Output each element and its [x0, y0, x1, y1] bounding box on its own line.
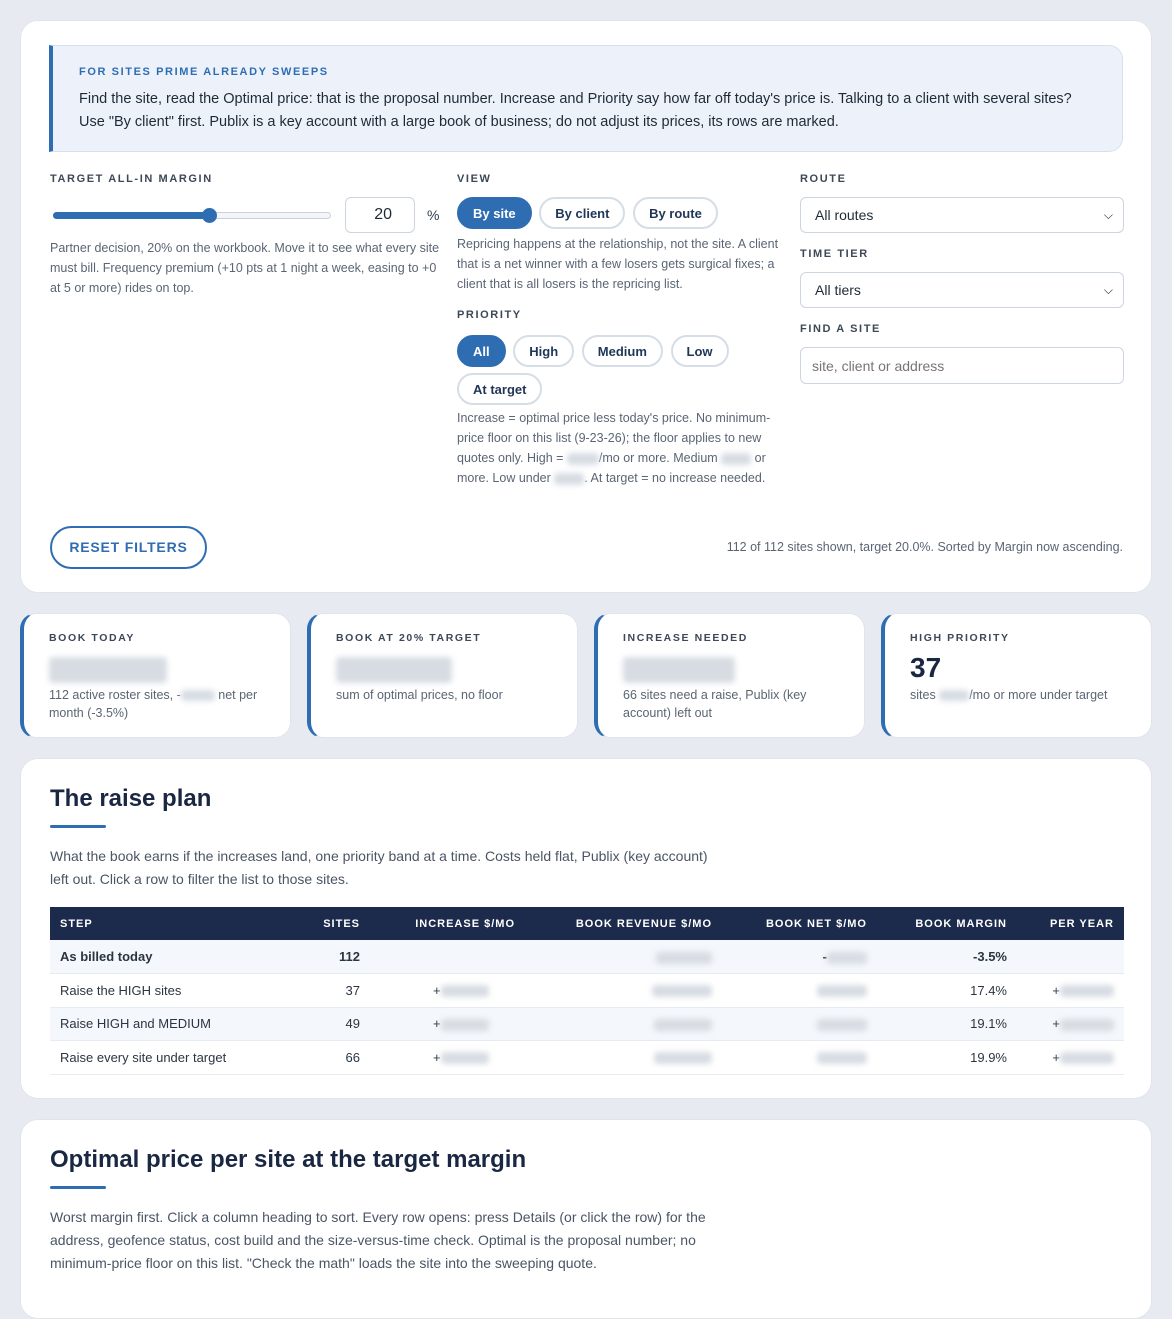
margin-label: TARGET ALL-IN MARGIN [50, 173, 213, 185]
redacted-value [827, 952, 867, 964]
redacted-value [441, 985, 489, 997]
route-label: ROUTE [800, 173, 847, 185]
table-row[interactable]: Raise the HIGH sites 37 + 17.4% + [50, 974, 1124, 1008]
view-help: Repricing happens at the relationship, not the site. A client that is a net winner with a few losers gets surgical fixes; a client that is all losers is the repricing list. [457, 237, 779, 291]
redacted-value [1060, 985, 1114, 997]
table-header-row [50, 907, 1124, 940]
priority-at-target-button[interactable]: At target [457, 373, 542, 405]
redacted-value [1060, 1052, 1114, 1064]
view-by-site-button[interactable]: By site [457, 197, 532, 229]
margin-input[interactable]: 20 [345, 197, 415, 233]
margin-cell: 17.4% [877, 974, 1017, 1008]
redacted-value [441, 1019, 489, 1031]
stat-high-priority: HIGH PRIORITY 37 sites /mo or more under target [881, 613, 1152, 738]
margin-cell: 19.9% [877, 1041, 1017, 1075]
step-cell: Raise HIGH and MEDIUM [50, 1007, 280, 1041]
step-cell: Raise the HIGH sites [50, 974, 280, 1008]
table-row[interactable]: Raise every site under target 66 + 19.9% + [50, 1041, 1124, 1075]
col-book-margin[interactable]: BOOK MARGIN [877, 907, 1017, 940]
notice-eyebrow: FOR SITES PRIME ALREADY SWEEPS [79, 66, 329, 78]
margin-cell: 19.1% [877, 1007, 1017, 1041]
raise-plan-card [20, 758, 1152, 1099]
margin-help: Partner decision, 20% on the workbook. Move it to see what every site must bill. Frequency premium (+10 pts at 1 night a week, easing to +0 at 5 or more) rides on top. [50, 241, 440, 295]
filter-card [20, 20, 1152, 593]
margin-slider[interactable] [53, 207, 331, 223]
table-row[interactable]: As billed today 112 - -3.5% [50, 940, 1124, 974]
slider-fill [53, 212, 209, 219]
results-summary: 112 of 112 sites shown, target 20.0%. Sorted by Margin now ascending. [726, 540, 1123, 554]
col-book-revenue[interactable]: BOOK REVENUE $/MO [525, 907, 722, 940]
notice-text: Find the site, read the Optimal price: that is the proposal number. Increase and Priority say how far off today's price is. Talking to a client with several sites? Use "By client" first. Publix is a key account with a large book of business; do not adjust its prices, its rows are marked. [79, 91, 1072, 130]
stat-book-today: BOOK TODAY 112 active roster sites, - net per month (-3.5%) [20, 613, 291, 738]
redacted-value [656, 952, 712, 964]
priority-pills [457, 333, 787, 409]
redacted-value [49, 657, 167, 683]
priority-medium-button[interactable]: Medium [582, 335, 663, 367]
col-step[interactable]: STEP [50, 907, 280, 940]
raise-plan-title: The raise plan [50, 785, 212, 812]
raise-plan-description: What the book earns if the increases land, one priority band at a time. Costs held flat, Publix (key account) left out. Click a row to filter the list to those sites. [50, 848, 708, 887]
stat-book-at-target: BOOK AT 20% TARGET sum of optimal prices, no floor [307, 613, 578, 738]
priority-low-button[interactable]: Low [671, 335, 729, 367]
step-cell: Raise every site under target [50, 1041, 280, 1075]
notice-box [49, 45, 1123, 152]
chevron-down-icon: ⌵ [1103, 208, 1113, 222]
margin-unit: % [427, 207, 440, 223]
redacted-value [654, 1052, 712, 1064]
col-book-net[interactable]: BOOK NET $/MO [722, 907, 877, 940]
col-increase[interactable]: INCREASE $/MO [370, 907, 525, 940]
title-underline [50, 825, 106, 828]
col-per-year[interactable]: PER YEAR [1017, 907, 1124, 940]
route-select[interactable]: All routes ⌵ [800, 197, 1124, 233]
redacted-value [336, 657, 452, 683]
redacted-value [939, 690, 969, 701]
time-tier-label: TIME TIER [800, 248, 869, 260]
margin-cell: -3.5% [877, 940, 1017, 974]
redacted-value [567, 453, 599, 465]
sites-cell: 37 [280, 974, 370, 1008]
redacted-value [441, 1052, 489, 1064]
optimal-price-card [20, 1119, 1152, 1319]
priority-high-button[interactable]: High [513, 335, 574, 367]
redacted-value [817, 1019, 867, 1031]
reset-filters-button[interactable]: RESET FILTERS [50, 526, 207, 569]
priority-all-button[interactable]: All [457, 335, 506, 367]
find-site-label: FIND A SITE [800, 323, 881, 335]
table-row[interactable]: Raise HIGH and MEDIUM 49 + 19.1% + [50, 1007, 1124, 1041]
sites-cell: 112 [280, 940, 370, 974]
col-sites[interactable]: SITES [280, 907, 370, 940]
redacted-value [181, 690, 215, 701]
raise-plan-table [50, 907, 1124, 1075]
redacted-value [623, 657, 735, 683]
view-by-client-button[interactable]: By client [539, 197, 625, 229]
redacted-value [554, 473, 584, 485]
find-site-input[interactable] [800, 347, 1124, 384]
redacted-value [817, 1052, 867, 1064]
step-cell: As billed today [50, 940, 280, 974]
view-label: VIEW [457, 173, 492, 185]
time-tier-select[interactable]: All tiers ⌵ [800, 272, 1124, 308]
title-underline [50, 1186, 106, 1189]
redacted-value [654, 1019, 712, 1031]
redacted-value [1060, 1019, 1114, 1031]
redacted-value [721, 453, 751, 465]
view-by-route-button[interactable]: By route [633, 197, 718, 229]
priority-label: PRIORITY [457, 309, 522, 321]
optimal-price-description: Worst margin first. Click a column heading to sort. Every row opens: press Details (or click the row) for the address, geofence status, cost build and the size-versus-time check. Optimal is the proposal number; no minimum-price floor on this list. "Check the math" loads the site into the sweeping quote. [50, 1209, 706, 1271]
optimal-price-title: Optimal price per site at the target margin [50, 1146, 527, 1173]
redacted-value [652, 985, 712, 997]
view-pills [457, 197, 722, 229]
sites-cell: 66 [280, 1041, 370, 1075]
sites-cell: 49 [280, 1007, 370, 1041]
chevron-down-icon: ⌵ [1103, 283, 1113, 297]
priority-help: Increase = optimal price less today's price. No minimum-price floor on this list (9-23-26); the floor applies to new quotes only. High = /mo or more. Medium or more. Low under . At target = no increase needed. [457, 411, 771, 485]
stat-increase-needed: INCREASE NEEDED 66 sites need a raise, Publix (key account) left out [594, 613, 865, 738]
redacted-value [817, 985, 867, 997]
slider-thumb[interactable] [202, 208, 217, 223]
